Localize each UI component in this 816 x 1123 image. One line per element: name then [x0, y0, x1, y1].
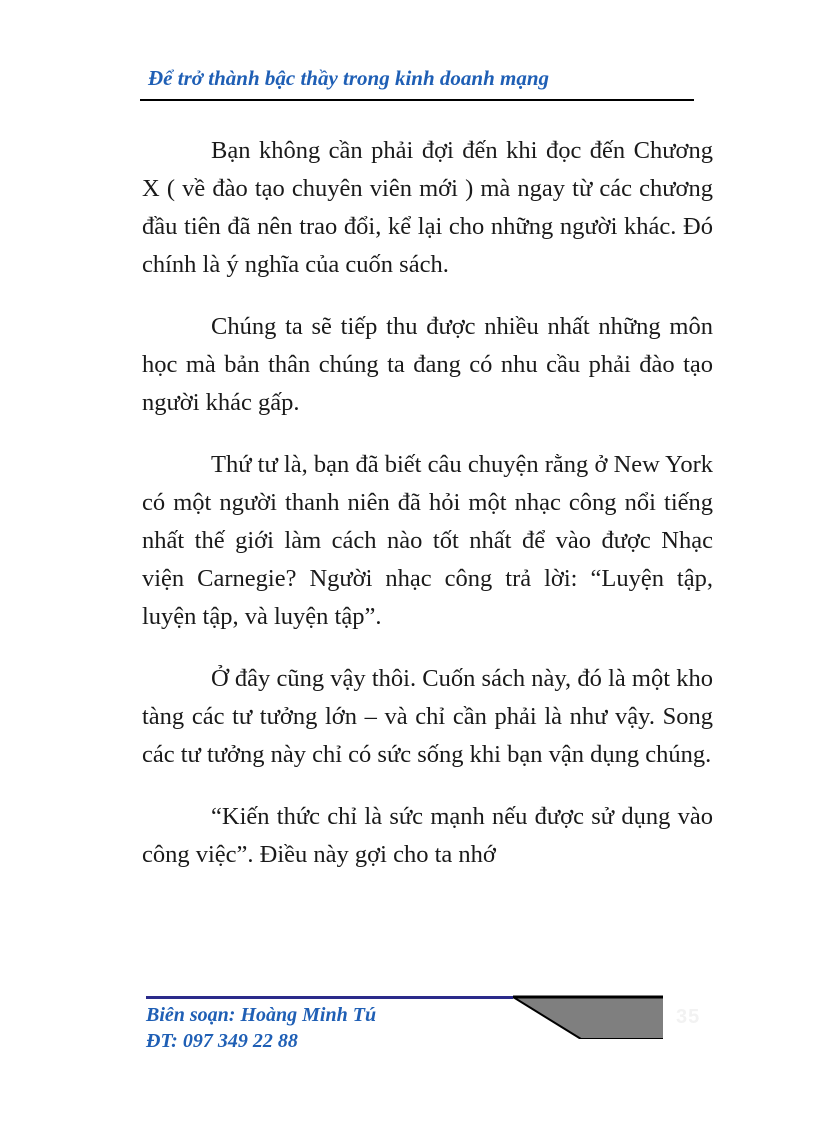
paragraph-2: Chúng ta sẽ tiếp thu được nhiều nhất những môn học mà bản thân chúng ta đang có nhu cầu phải đào tạo người khác gấp.: [142, 313, 713, 416]
footer-divider: [146, 996, 513, 999]
footer-author: Biên soạn: Hoàng Minh Tú: [146, 1004, 377, 1026]
header-title: Để trở thành bậc thầy trong kinh doanh mạng: [148, 66, 550, 90]
page-number: 35: [676, 1006, 701, 1028]
paragraph-1: Bạn không cần phải đợi đến khi đọc đến Chương X ( về đào tạo chuyên viên mới ) mà ngay từ các chương đầu tiên đã nên trao đổi, kể lại cho những người khác. Đó chính là ý nghĩa của cuốn sách.: [142, 137, 713, 278]
paragraph-4: Ở đây cũng vậy thôi. Cuốn sách này, đó là một kho tàng các tư tưởng lớn – và chỉ cần phải là như vậy. Song các tư tưởng này chỉ có sức sống khi bạn vận dụng chúng.: [142, 665, 713, 768]
footer-decoration: [513, 994, 663, 1039]
paragraph-3: Thứ tư là, bạn đã biết câu chuyện rằng ở New York có một người thanh niên đã hỏi một nhạc công nổi tiếng nhất thế giới làm cách nào tốt nhất để vào được Nhạc viện Carnegie? Người nhạc công trả lời: “Luyện tập, luyện tập, và luyện tập”.: [142, 451, 713, 630]
paragraph-5: “Kiến thức chỉ là sức mạnh nếu được sử dụng vào công việc”. Điều này gợi cho ta nhớ: [142, 803, 713, 868]
page-body: [142, 132, 713, 898]
header-divider: [140, 99, 694, 101]
footer-phone: ĐT: 097 349 22 88: [146, 1030, 298, 1052]
